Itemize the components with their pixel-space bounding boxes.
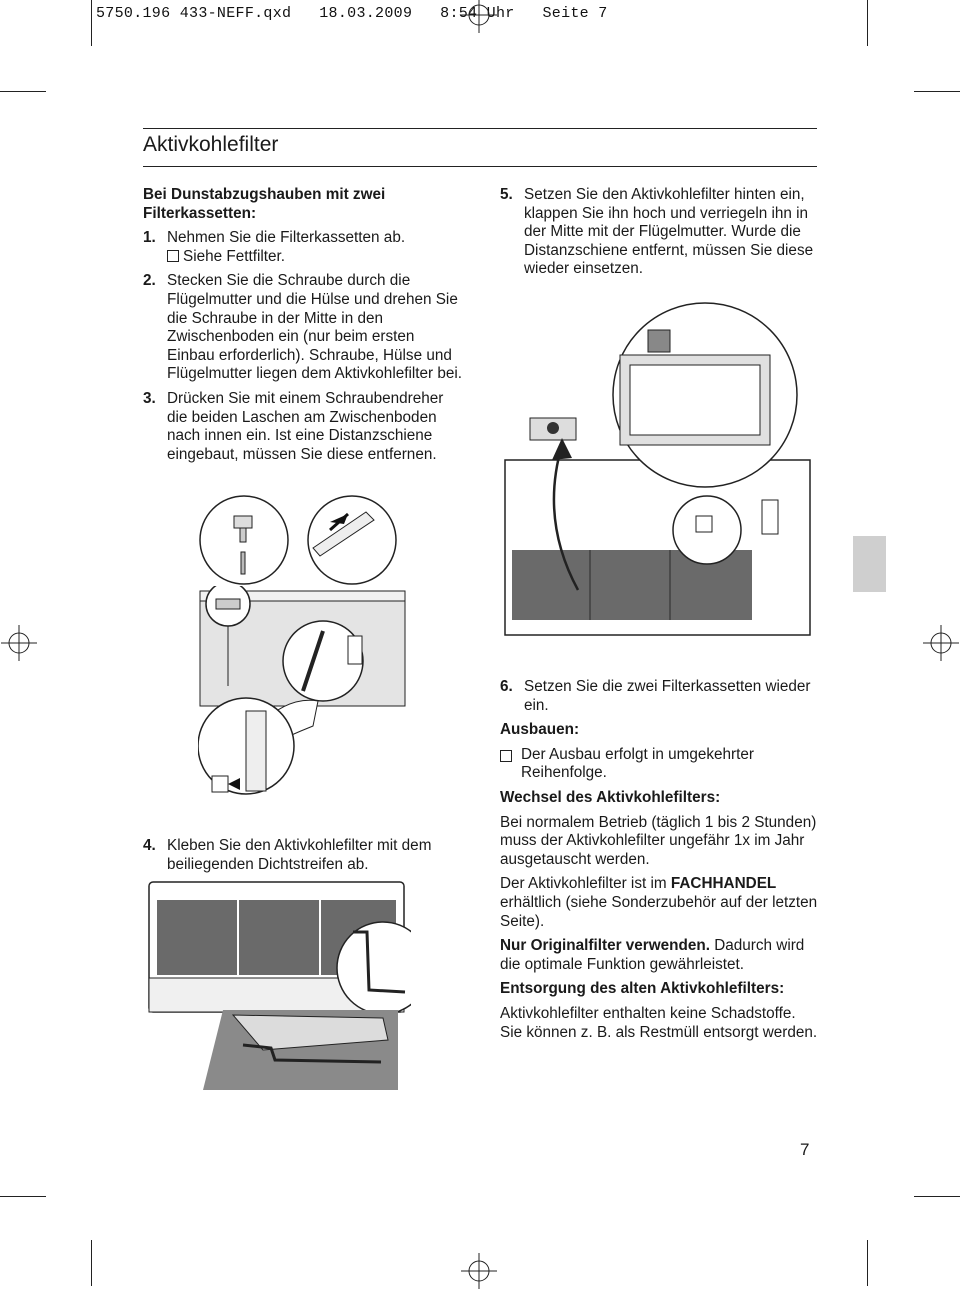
handel-bold: FACHHANDEL — [670, 875, 777, 893]
title-rule-bottom — [143, 166, 817, 167]
step-1 — [143, 229, 463, 266]
ausbauen-text: Der Ausbau erfolgt in umgekehrter Reihenfolge. — [521, 745, 754, 782]
registration-mark-icon — [461, 0, 497, 33]
page-title: Aktivkohlefilter — [143, 133, 279, 156]
step-text: Nehmen Sie die Filterkassetten ab. — [167, 229, 406, 247]
step-text: Drücken Sie mit einem Schraubendreher die beiden Laschen am Zwischenboden nach innen ein. Ist eine Distanzschiene eingebaut, müssen Sie diese entfernen. — [167, 389, 444, 463]
checkbox-bullet-icon — [167, 250, 179, 262]
crop-mark — [0, 1196, 46, 1197]
step-number: 4. — [143, 837, 156, 854]
handel-post: erhältlich (siehe Sonderzubehör auf der letzten Seite). — [500, 893, 818, 930]
step-note — [167, 248, 463, 267]
crop-mark — [91, 1240, 92, 1286]
left-column — [143, 186, 463, 464]
step-number: 1. — [143, 229, 156, 247]
original-post: Dadurch wird die optimale Funktion gewährleistet. — [500, 937, 805, 973]
original-bold: Nur Originalfilter verwenden. — [500, 937, 710, 955]
ausbauen-bullet — [500, 746, 820, 783]
step-6 — [500, 678, 820, 715]
crop-mark — [0, 91, 46, 92]
crop-mark — [867, 1240, 868, 1286]
wechsel-heading: Wechsel des Aktivkohlefilters: — [500, 788, 721, 806]
registration-mark-icon — [461, 1253, 497, 1289]
title-rule-top — [143, 128, 817, 129]
step-5 — [500, 186, 820, 279]
step-number: 3. — [143, 389, 156, 407]
step-number: 2. — [143, 272, 156, 290]
step-number: 6. — [500, 678, 513, 695]
step-3 — [143, 390, 463, 464]
filter-cassette-illustration — [143, 880, 411, 1090]
checkbox-bullet-icon — [500, 750, 512, 762]
crop-mark — [91, 0, 92, 46]
entsorgung-text: Aktivkohlefilter enthalten keine Schadstoffe. Sie können z. B. als Restmüll entsorgt werden. — [500, 1004, 818, 1041]
filter-insert-illustration — [500, 300, 818, 640]
entsorgung-heading: Entsorgung des alten Aktivkohlefilters: — [500, 980, 785, 998]
step-4-block — [143, 837, 463, 874]
handel-pre: Der Aktivkohlefilter ist im — [500, 875, 671, 893]
step-4 — [143, 837, 463, 874]
step-text: Stecken Sie die Schraube durch die Flügelmutter und die Hülse und drehen Sie die Schraube in der Mitte in den Zwischenboden ein (nur beim ersten Einbau erforderlich). Schraube, Hülse und Flügelmutter liegen dem Aktivkohlefilter bei. — [167, 272, 463, 383]
registration-mark-icon — [1, 625, 37, 661]
step-text: Kleben Sie den Aktivkohlefilter mit dem beiliegenden Dichtstreifen ab. — [167, 837, 432, 873]
ausbauen-heading: Ausbauen: — [500, 721, 580, 739]
crop-mark — [867, 0, 868, 46]
original-paragraph — [500, 937, 820, 974]
crop-mark — [914, 1196, 960, 1197]
page-number: 7 — [800, 1140, 810, 1159]
section-heading: Bei Dunstabzugshauben mit zwei Filterkassetten: — [143, 186, 386, 222]
right-column-bottom — [500, 678, 820, 1042]
right-column-top — [500, 186, 820, 279]
screw-assembly-illustration — [198, 494, 398, 586]
step-text: Setzen Sie die zwei Filterkassetten wieder ein. — [524, 678, 811, 714]
thumb-index-tab — [853, 536, 886, 592]
crop-mark — [914, 91, 960, 92]
handel-paragraph — [500, 875, 820, 931]
step-2 — [143, 272, 463, 384]
wechsel-text: Bei normalem Betrieb (täglich 1 bis 2 Stunden) muss der Aktivkohlefilter ungefähr 1x im Jahr ausgetauscht werden. — [500, 813, 817, 868]
note-text: Siehe Fettfilter. — [183, 247, 286, 265]
step-text: Setzen Sie den Aktivkohlefilter hinten ein, klappen Sie ihn hoch und verriegeln ihn in der Mitte mit der Flügelmutter. Wurde die Distanzschiene entfernt, müssen Sie diese wieder einsetzen. — [524, 186, 814, 278]
registration-mark-icon — [923, 625, 959, 661]
step-number: 5. — [500, 186, 513, 203]
hood-screwdriver-illustration — [198, 586, 410, 824]
print-slug: 5750.196 433-NEFF.qxd 18.03.2009 8:54 Uhr Seite 7 — [96, 5, 608, 22]
